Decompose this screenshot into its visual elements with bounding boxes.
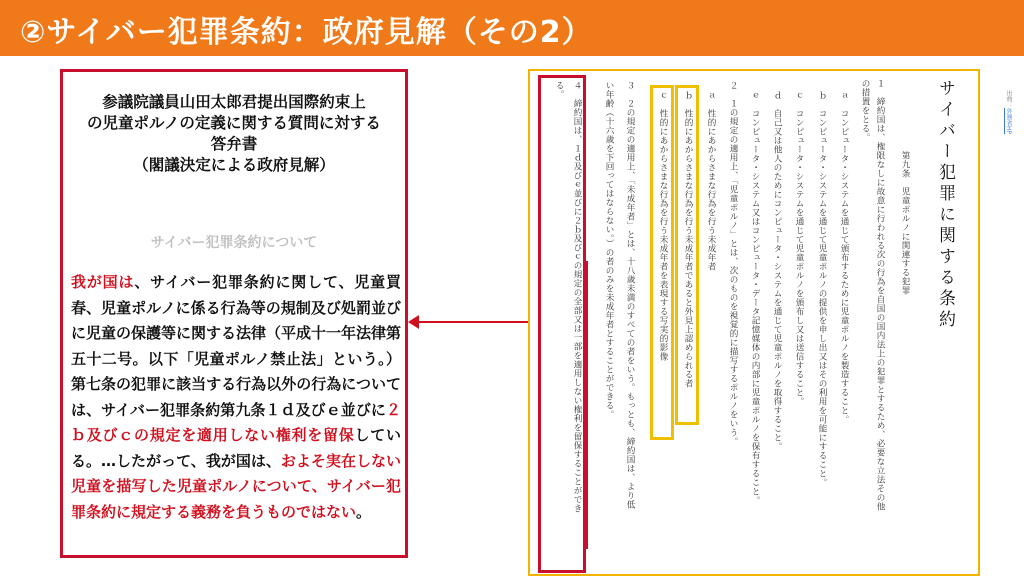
answer-box <box>60 69 408 558</box>
answer-heading <box>63 92 405 176</box>
document-line: ｂ コンピュータ・システムを通じて児童ポルノの提供を申し出又はその利用を可能にすること。 <box>817 91 827 487</box>
highlight-item-c <box>650 85 674 440</box>
source-note <box>1004 90 1013 134</box>
emphasis-text: ２ｂ及びｃの規定を適用しない権利を留保 <box>71 400 401 444</box>
answer-body <box>71 270 401 525</box>
document-line: ４ 締約国は、１ｄ及びｅ並びに２ｂ及びｃの規定の全部又は一部を適用しない権利を留保することができ <box>572 81 582 513</box>
highlight-item-b <box>675 85 699 425</box>
treaty-document <box>528 69 980 576</box>
answer-subheading: サイバー犯罪条約について <box>150 235 318 251</box>
body-text: 。 <box>356 502 372 521</box>
document-line: １ 締約国は、権限なしに故意に行われる次の行為を自国の国内法上の犯罪とするため、必要な立法その他 <box>875 79 885 511</box>
document-line: ｄ 自己又は他人のためにコンピュータ・システムを通じて児童ポルノを取得すること。 <box>772 91 782 451</box>
arrow-line <box>414 321 531 323</box>
document-line: ａ コンピュータ・システムを通じて頒布するために児童ポルノを製造すること。 <box>839 91 849 424</box>
underline-bar <box>584 261 588 549</box>
document-line: の措置をとる。 <box>860 79 870 142</box>
emphasis-text: およそ実在しない児童を描写した児童ポルノについて、サイバー犯罪条約に規定する義務を負うものではない <box>71 451 401 521</box>
heading-line: 答弁書 <box>210 135 258 153</box>
heading-line: の児童ポルノの定義に関する質問に対する <box>87 114 381 132</box>
heading-line: （閣議決定による政府見解） <box>133 156 335 174</box>
document-line: ３ ２の規定の適用上、「未成年者」とは、十八歳未満のすべての者をいう。もっとも、締約国は、より低 <box>625 81 635 509</box>
document-line: ｃ 性的にあからさまな行為を行う未成年者を表現する写実的影像 <box>658 91 668 361</box>
body-text: している。…したがって、我が国は、 <box>71 426 401 470</box>
document-line: 第九条 児童ポルノに関連する犯罪 <box>900 151 910 295</box>
heading-line: 参議院議員山田太郎君提出国際約束上 <box>102 93 366 111</box>
document-title: サイバー犯罪に関する条約 <box>935 79 955 331</box>
document-line: ｃ コンピュータ・システムを通じて児童ポルノを頒布し又は送信すること。 <box>794 91 804 406</box>
document-line: ２ １の規定の適用上、「児童ポルノ」とは、次のものを視覚的に描写するポルノをいう。 <box>728 81 738 446</box>
body-text: 、サイバー犯罪条約に関して、児童買春、児童ポルノに係る行為等の規制及び処罰並びに児童の保護等に関する法律（平成十一年法律第五十二号。以下「児童ポルノ禁止法」という。）第七条の犯罪に該当する行為以外の行為については、サイバー犯罪条約第九条１ｄ及びｅ並びに <box>71 273 402 419</box>
source-label: 出典： <box>1005 90 1012 108</box>
document-line: ａ 性的にあからさまな行為を行う未成年者 <box>706 91 716 271</box>
page-title: ②サイバー犯罪条約：政府見解（その2） <box>20 15 593 50</box>
document-line: ｅ コンピュータ・システム又はコンピュータ・データ記憶媒体の内部に児童ポルノを保有すること。 <box>750 91 760 505</box>
title-bar <box>0 0 1024 56</box>
document-line: る。 <box>554 81 564 99</box>
arrow-head-icon <box>408 315 419 329</box>
highlight-reservation-clause <box>538 75 586 573</box>
source-link[interactable]: 外務省HP <box>1005 108 1012 135</box>
document-line: い年齢（十六歳を下回ってはならない。）の者のみを未成年者とすることができる。 <box>604 81 614 419</box>
emphasis-text: 我が国は <box>71 273 135 291</box>
document-line: ｂ 性的にあからさまな行為を行う未成年者であると外見上認められる者 <box>683 91 693 388</box>
